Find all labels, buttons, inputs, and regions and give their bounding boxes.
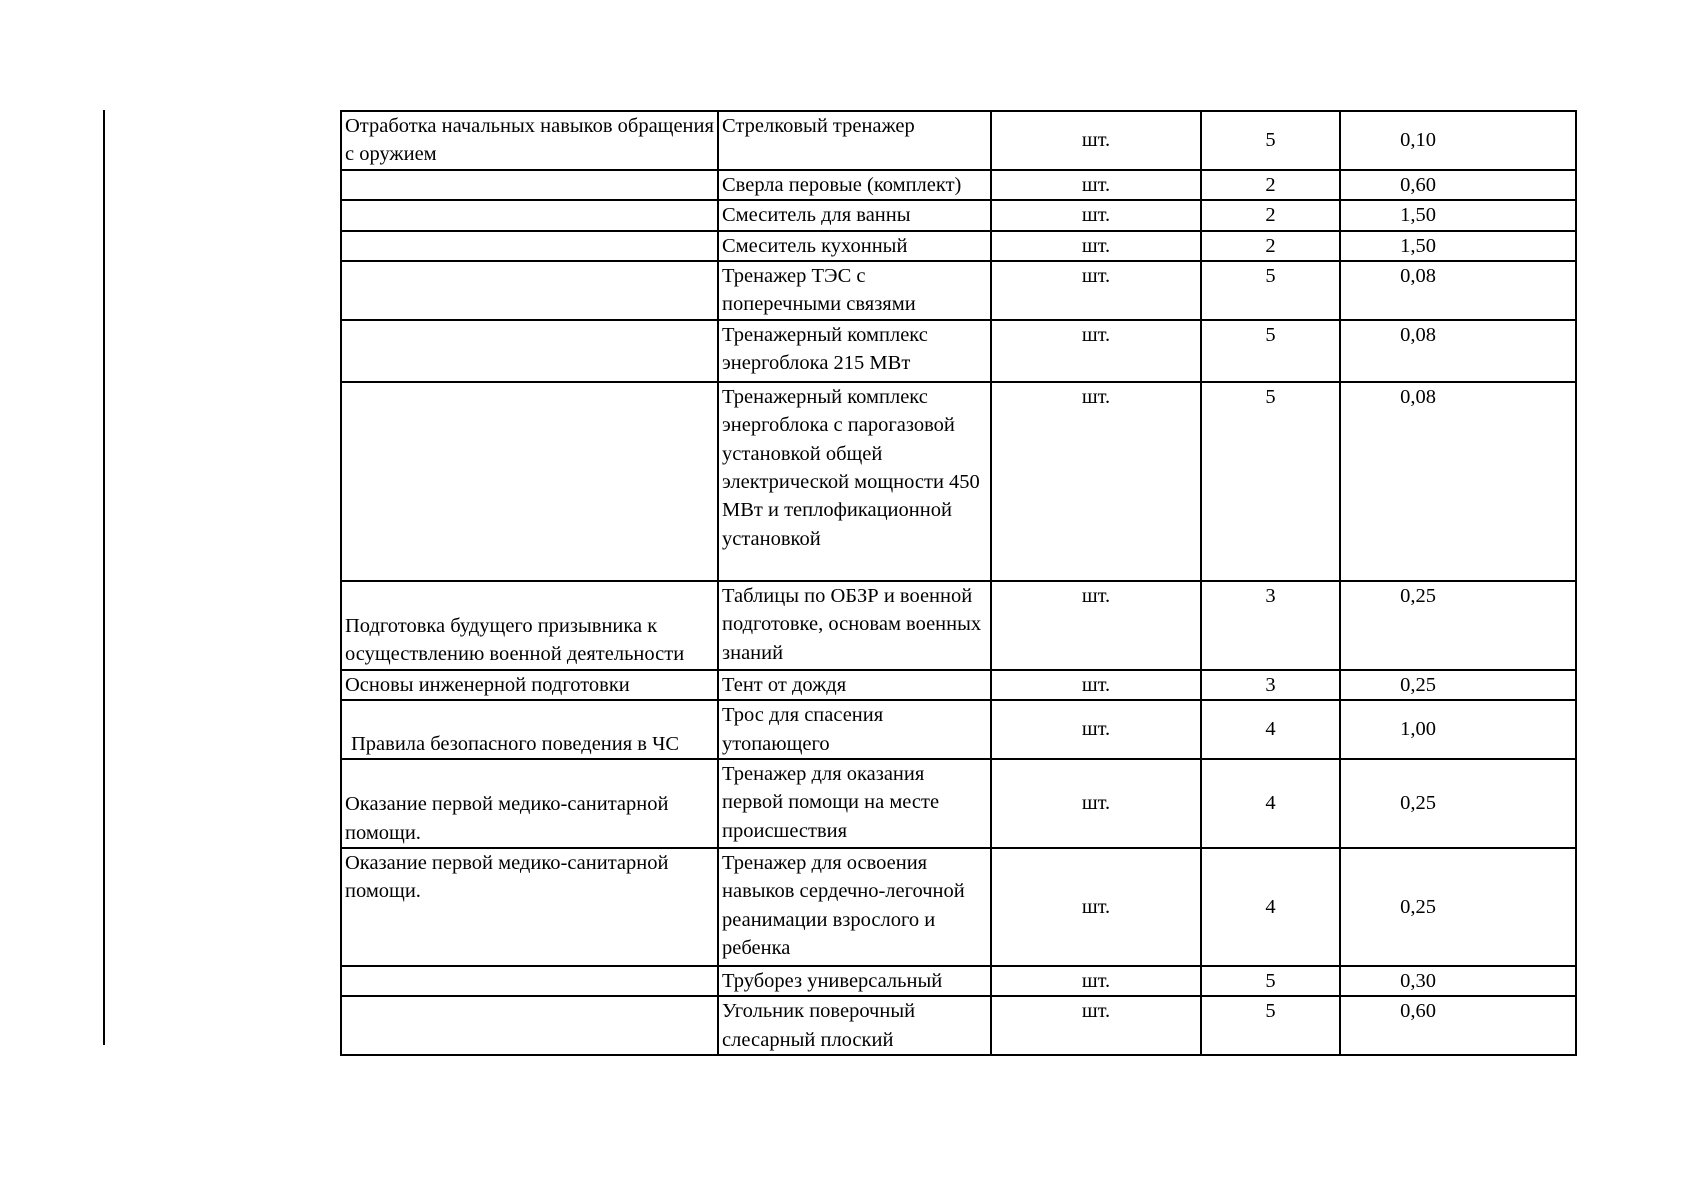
unit-cell: шт. [991,996,1201,1055]
topic-cell: Подготовка будущего призывника к осуществлению военной деятельности [341,581,718,670]
value-cell [1340,261,1576,320]
table-row [341,170,1576,200]
topic-cell: Оказание первой медико-санитарной помощи. [341,848,718,966]
item-cell: Смеситель для ванны [718,200,991,230]
table-row [341,320,1576,382]
quantity-cell: 5 [1201,111,1340,170]
unit-cell: шт. [991,200,1201,230]
value-cell [1340,996,1576,1055]
value-text: 0,60 [1400,173,1436,196]
quantity-cell: 4 [1201,759,1340,848]
item-cell: Тренажер ТЭС с поперечными связями [718,261,991,320]
topic-cell [341,231,718,261]
table-row [341,996,1576,1055]
unit-cell: шт. [991,382,1201,581]
value-cell [1340,700,1576,759]
value-text: 0,60 [1400,1000,1436,1023]
topic-cell [341,261,718,320]
quantity-cell: 4 [1201,700,1340,759]
topic-cell: Оказание первой медико-санитарной помощи. [341,759,718,848]
topic-cell: Основы инженерной подготовки [341,670,718,700]
unit-cell: шт. [991,231,1201,261]
equipment-table [340,110,1577,1056]
item-cell: Трос для спасения утопающего [718,700,991,759]
value-text: 0,25 [1400,792,1436,815]
quantity-cell: 2 [1201,170,1340,200]
quantity-cell: 4 [1201,848,1340,966]
quantity-cell: 2 [1201,200,1340,230]
table-row [341,848,1576,966]
item-cell: Смеситель кухонный [718,231,991,261]
unit-cell: шт. [991,966,1201,996]
unit-cell: шт. [991,581,1201,670]
item-cell: Труборез универсальный [718,966,991,996]
value-text: 1,50 [1400,204,1436,227]
value-text: 0,08 [1400,323,1436,346]
value-cell [1340,382,1576,581]
unit-cell: шт. [991,848,1201,966]
value-cell [1340,966,1576,996]
value-text: 0,25 [1400,584,1436,607]
item-cell: Тренажер для освоения навыков сердечно-легочной реанимации взрослого и ребенка [718,848,991,966]
value-cell [1340,320,1576,382]
topic-cell [341,200,718,230]
item-cell: Угольник поверочный слесарный плоский [718,996,991,1055]
item-cell: Тент от дождя [718,670,991,700]
unit-cell: шт. [991,320,1201,382]
topic-cell [341,966,718,996]
quantity-cell: 2 [1201,231,1340,261]
unit-cell: шт. [991,700,1201,759]
unit-cell: шт. [991,261,1201,320]
table-row [341,231,1576,261]
table-row [341,200,1576,230]
value-text: 0,10 [1400,129,1436,152]
left-margin-rule [103,110,105,1045]
table-row [341,759,1576,848]
unit-cell: шт. [991,759,1201,848]
value-text: 0,25 [1400,895,1436,918]
value-cell [1340,231,1576,261]
table-row [341,700,1576,759]
table-row [341,261,1576,320]
value-text: 0,08 [1400,265,1436,288]
item-cell: Тренажерный комплекс энергоблока с парогазовой установкой общей электрической мощности 450 МВт и теплофикационной установкой [718,382,991,581]
topic-cell: Правила безопасного поведения в ЧС [341,700,718,759]
value-cell [1340,670,1576,700]
topic-cell [341,320,718,382]
topic-cell [341,382,718,581]
quantity-cell: 5 [1201,382,1340,581]
table-row [341,670,1576,700]
value-cell [1340,848,1576,966]
table-row [341,966,1576,996]
unit-cell: шт. [991,670,1201,700]
quantity-cell: 3 [1201,581,1340,670]
unit-cell: шт. [991,111,1201,170]
quantity-cell: 5 [1201,996,1340,1055]
item-cell: Стрелковый тренажер [718,111,991,170]
value-text: 1,50 [1400,234,1436,257]
value-text: 0,08 [1400,385,1436,408]
topic-cell [341,170,718,200]
item-cell: Тренажер для оказания первой помощи на месте происшествия [718,759,991,848]
table-row [341,382,1576,581]
value-cell [1340,200,1576,230]
value-cell [1340,759,1576,848]
table-row [341,111,1576,170]
topic-cell [341,996,718,1055]
unit-cell: шт. [991,170,1201,200]
quantity-cell: 5 [1201,261,1340,320]
value-text: 0,30 [1400,970,1436,993]
value-text: 0,25 [1400,673,1436,696]
item-cell: Сверла перовые (комплект) [718,170,991,200]
quantity-cell: 3 [1201,670,1340,700]
topic-cell: Отработка начальных навыков обращения с оружием [341,111,718,170]
value-cell [1340,170,1576,200]
table-row [341,581,1576,670]
value-text: 1,00 [1400,718,1436,741]
value-cell [1340,111,1576,170]
quantity-cell: 5 [1201,320,1340,382]
item-cell: Таблицы по ОБЗР и военной подготовке, основам военных знаний [718,581,991,670]
value-cell [1340,581,1576,670]
item-cell: Тренажерный комплекс энергоблока 215 МВт [718,320,991,382]
quantity-cell: 5 [1201,966,1340,996]
